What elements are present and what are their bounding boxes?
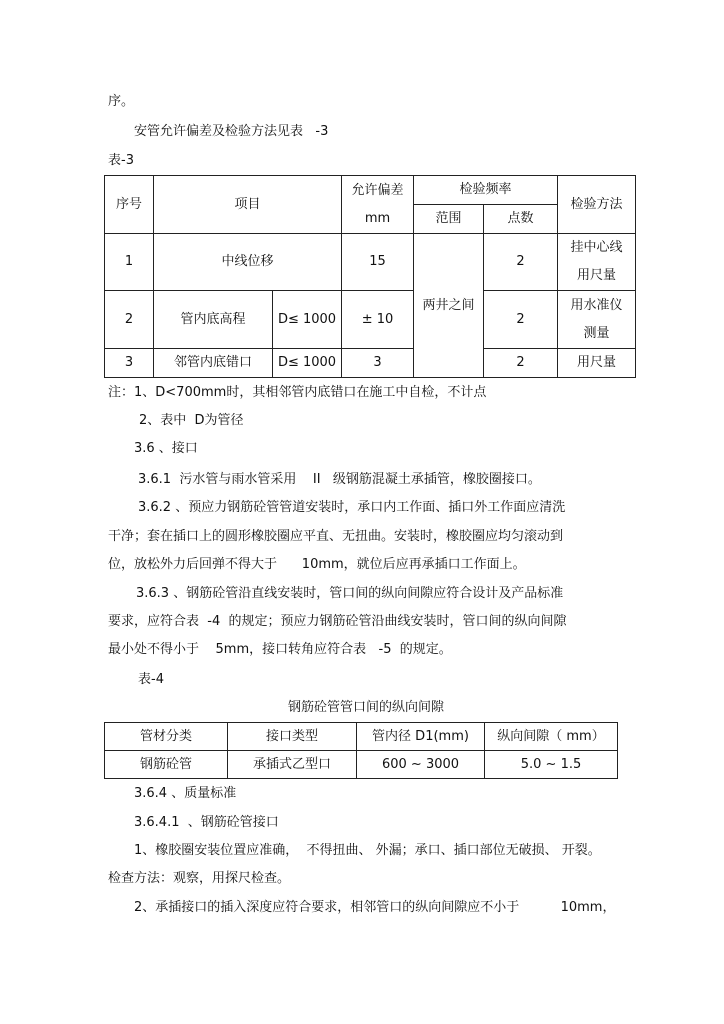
table-caption: 表-4	[138, 672, 164, 687]
cell-material: 钢筋砼管	[105, 751, 228, 779]
header-frequency: 检验频率	[414, 176, 558, 205]
cell-deviation: 3	[342, 349, 414, 378]
cell-deviation: ± 10	[342, 291, 414, 349]
header-item: 项目	[154, 176, 342, 234]
cell-deviation: 15	[342, 234, 414, 291]
table-row	[105, 751, 618, 779]
table-row	[105, 349, 636, 378]
header-joint-type: 接口类型	[228, 723, 357, 751]
cell-range: 两井之间	[414, 234, 484, 378]
header-material: 管材分类	[105, 723, 228, 751]
text-line: 3.6.2 、预应力钢筋砼管管道安装时，承口内工作面、插口外工作面应清洗	[138, 500, 566, 515]
note-line: 注：1、D<700mm时，其相邻管内底错口在施工中自检，不计点	[108, 385, 487, 400]
text-line: 最小处不得小于 5mm，接口转角应符合表 -5 的规定。	[108, 642, 452, 657]
cell-condition: D≤ 1000	[273, 291, 342, 349]
cell-item: 邻管内底错口	[154, 349, 273, 378]
header-points: 点数	[484, 205, 558, 234]
header-method: 检验方法	[558, 176, 636, 234]
cell-method: 用尺量	[558, 349, 636, 378]
cell-points: 2	[484, 234, 558, 291]
cell-points: 2	[484, 349, 558, 378]
table-row	[105, 291, 636, 349]
cell-joint-type: 承插式乙型口	[228, 751, 357, 779]
text-line: 1、橡胶圈安装位置应准确， 不得扭曲、 外漏；承口、插口部位无破损、 开裂。	[134, 843, 601, 858]
text-line: 2、承插接口的插入深度应符合要求，相邻管口的纵向间隙应不小于 10mm，	[134, 900, 616, 915]
cell-method: 用水准仪 测量	[558, 291, 636, 349]
header-deviation: 允许偏差 mm	[342, 176, 414, 234]
cell-no: 2	[105, 291, 154, 349]
table-title: 钢筋砼管管口间的纵向间隙	[288, 700, 445, 715]
gap-table	[104, 722, 618, 779]
header-diameter: 管内径 D1(mm)	[357, 723, 485, 751]
table-row	[105, 234, 636, 291]
header-no: 序号	[105, 176, 154, 234]
header-range: 范围	[414, 205, 484, 234]
text-line: 要求，应符合表 -4 的规定；预应力钢筋砼管沿曲线安装时，管口间的纵向间隙	[108, 614, 567, 629]
cell-item: 中线位移	[154, 234, 342, 291]
cell-diameter: 600 ~ 3000	[357, 751, 485, 779]
text-line: 位，放松外力后回弹不得大于 10mm，就位后应再承插口工作面上。	[108, 557, 526, 572]
cell-gap: 5.0 ~ 1.5	[485, 751, 618, 779]
section-heading: 3.6 、接口	[134, 441, 198, 456]
text-line: 检查方法：观察，用探尺检查。	[108, 871, 291, 886]
cell-method: 挂中心线 用尺量	[558, 234, 636, 291]
text-line: 序。	[108, 94, 135, 109]
cell-points: 2	[484, 291, 558, 349]
table-caption: 表-3	[108, 153, 134, 168]
cell-item: 管内底高程	[154, 291, 273, 349]
cell-no: 3	[105, 349, 154, 378]
section-heading: 3.6.4 、质量标准	[134, 786, 237, 801]
text-line: 安管允许偏差及检验方法见表 -3	[134, 124, 329, 139]
text-line: 3.6.1 污水管与雨水管采用 II 级钢筋混凝土承插管，橡胶圈接口。	[138, 472, 541, 487]
note-line: 2、表中 D为管径	[139, 413, 244, 428]
cell-no: 1	[105, 234, 154, 291]
section-heading: 3.6.4.1 、钢筋砼管接口	[134, 815, 279, 830]
cell-condition: D≤ 1000	[273, 349, 342, 378]
text-line: 3.6.3 、钢筋砼管沿直线安装时，管口间的纵向间隙应符合设计及产品标准	[136, 586, 564, 601]
header-gap: 纵向间隙（ mm）	[485, 723, 618, 751]
tolerance-table	[104, 175, 636, 378]
text-line: 干净；套在插口上的圆形橡胶圈应平直、无扭曲。安装时，橡胶圈应均匀滚动到	[108, 529, 564, 544]
